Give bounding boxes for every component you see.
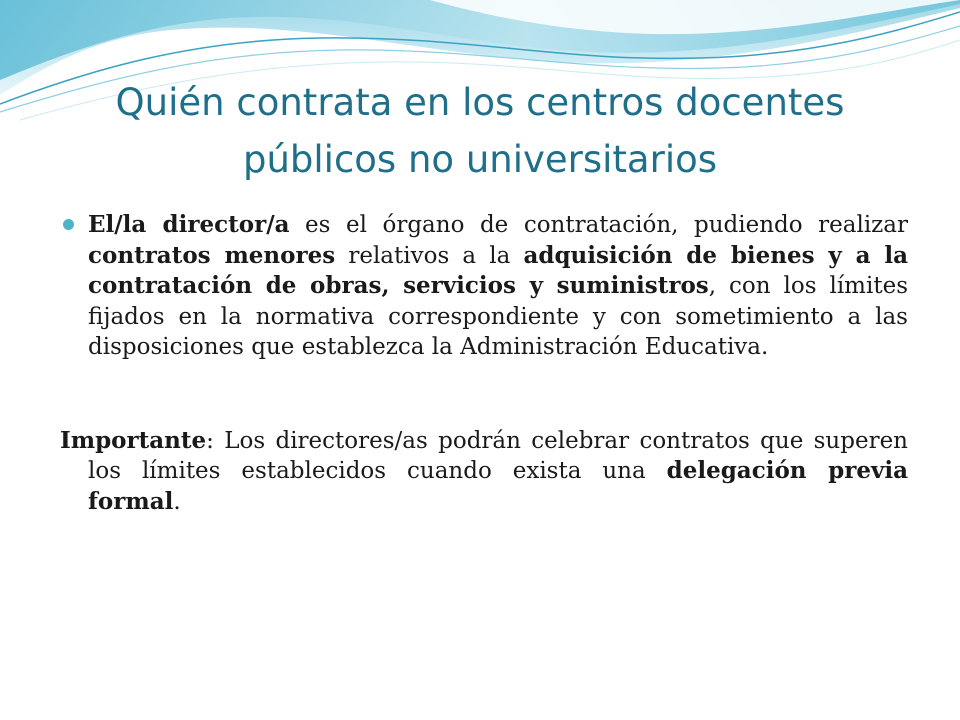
bold-text-run: Importante xyxy=(60,426,207,454)
bold-text-run: delegación previa formal xyxy=(88,457,908,515)
text-run: es el órgano de contratación, pudiendo realizar xyxy=(289,212,908,238)
text-run: , con los límites fijados en la normativa correspondiente y con sometimiento a las disposiciones que establezca la Administración Educativa. xyxy=(88,273,909,360)
slide-content xyxy=(60,210,908,517)
bullet-dot-icon xyxy=(63,219,74,230)
text-run: relativos a la xyxy=(335,242,524,269)
text-run: : Los directores/as podrán celebrar contratos que superen los límites establecidos cuando exista una xyxy=(88,427,908,484)
text-run: . xyxy=(173,488,181,515)
important-paragraph xyxy=(60,426,908,518)
bullet-paragraph xyxy=(60,210,908,363)
bold-text-run: adquisición de bienes y a la contratación de obras, servicios y suministros xyxy=(88,241,909,299)
bold-text-run: El/la director/a xyxy=(88,211,290,238)
bold-text-run: contratos menores xyxy=(88,241,336,269)
slide-title: Quién contrata en los centros docentes públicos no universitarios xyxy=(115,81,845,181)
bullet-paragraph-text xyxy=(88,212,908,360)
